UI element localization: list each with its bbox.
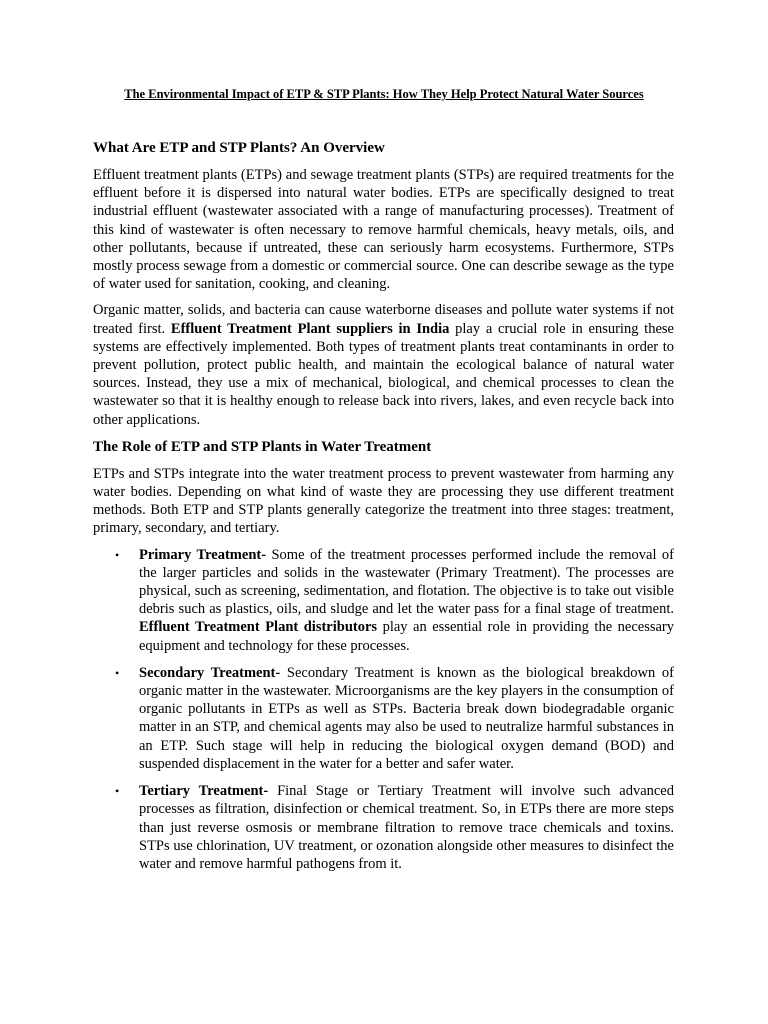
overview-paragraph-1: Effluent treatment plants (ETPs) and sewage treatment plants (STPs) are required treatments for the effluent before it is dispersed into natural water bodies. ETPs are specifically designed to treat industrial effluent (wastewater associated with a range of manufacturing processes). Treatment of this kind of wastewater is often necessary to remove harmful chemicals, heavy metals, oils, and other pollutants, because if untreated, these can seriously harm ecosystems. Furthermore, STPs mostly process sewage from a domestic or commercial source. One can describe sewage as the type of water used for sanitation, cooking, and cleaning. (93, 167, 674, 293)
section-heading-overview: What Are ETP and STP Plants? An Overview (93, 140, 385, 156)
list-item-label: Secondary Treatment- (139, 664, 281, 681)
distributors-link-text: Effluent Treatment Plant distributors (139, 619, 378, 636)
overview-paragraph-2-text-a: Organic matter, solids, and bacteria can cause waterborne diseases and pollute water systems if not treated first. (93, 302, 674, 337)
bullet-icon: • (115, 665, 120, 680)
treatment-stage-list (93, 546, 674, 873)
list-item-label: Tertiary Treatment- (139, 783, 269, 800)
list-item-text: Final Stage or Tertiary Treatment will involve such advanced processes as filtration, disinfection or chemical treatment. So, in ETPs there are more steps than just reverse osmosis or membrane filtration to remove trace chemicals and toxins. STPs use chlorination, UV treatment, or ozonation alongside other measures to disinfect the water and remove harmful pathogens from it. (139, 783, 674, 872)
document-title: The Environmental Impact of ETP & STP Plants: How They Help Protect Natural Water Sources (124, 87, 644, 101)
overview-paragraph-2 (93, 301, 674, 428)
list-item-text-end: play an essential role in providing the necessary equipment and technology for these processes. (139, 619, 674, 654)
overview-paragraph-2-text-b: play a crucial role in ensuring these systems are effectively implemented. Both types of treatment plants treat contaminants in order to prevent pollution, protect public health, and maintain the ecological balance of natural water sources. Instead, they use a mix of mechanical, biological, and chemical processes to clean the wastewater so that it is healthy enough to release back into rivers, lakes, and even recycle back into other applications. (93, 320, 674, 428)
list-item-text: Some of the treatment processes performed include the removal of the larger particles and solids in the wastewater (Primary Treatment). The processes are physical, such as screening, sedimentation, and flotation. The objective is to take out visible debris such as plastics, oils, and sludge and let the water pass for a final stage of treatment. (139, 546, 674, 618)
role-paragraph-1: ETPs and STPs integrate into the water treatment process to prevent wastewater from harming any water bodies. Depending on what kind of waste they are processing they use different treatment methods. Both ETP and STP plants generally categorize the treatment into three stages: treatment, primary, secondary, and tertiary. (93, 465, 674, 537)
bullet-icon: • (115, 784, 120, 799)
suppliers-link-text: Effluent Treatment Plant suppliers in India (170, 320, 450, 337)
list-item-secondary (93, 664, 674, 773)
list-item-text: Secondary Treatment is known as the biological breakdown of organic matter in the wastewater. Microorganisms are the key players in the consumption of organic pollutants in ETPs as well as STPs. Bacteria break down biodegradable organic matter in an STP, and chemical agents may also be used to neutralize harmful substances in an ETP. Such stage will help in reducing the biological oxygen demand (BOD) and suspended displacement in the water for a better and safer water. (139, 664, 674, 772)
list-item-primary (93, 546, 674, 655)
section-heading-role: The Role of ETP and STP Plants in Water Treatment (93, 438, 432, 455)
document-body (93, 138, 674, 882)
bullet-icon: • (115, 547, 120, 562)
list-item-tertiary (93, 782, 674, 873)
list-item-label: Primary Treatment- (139, 546, 267, 563)
